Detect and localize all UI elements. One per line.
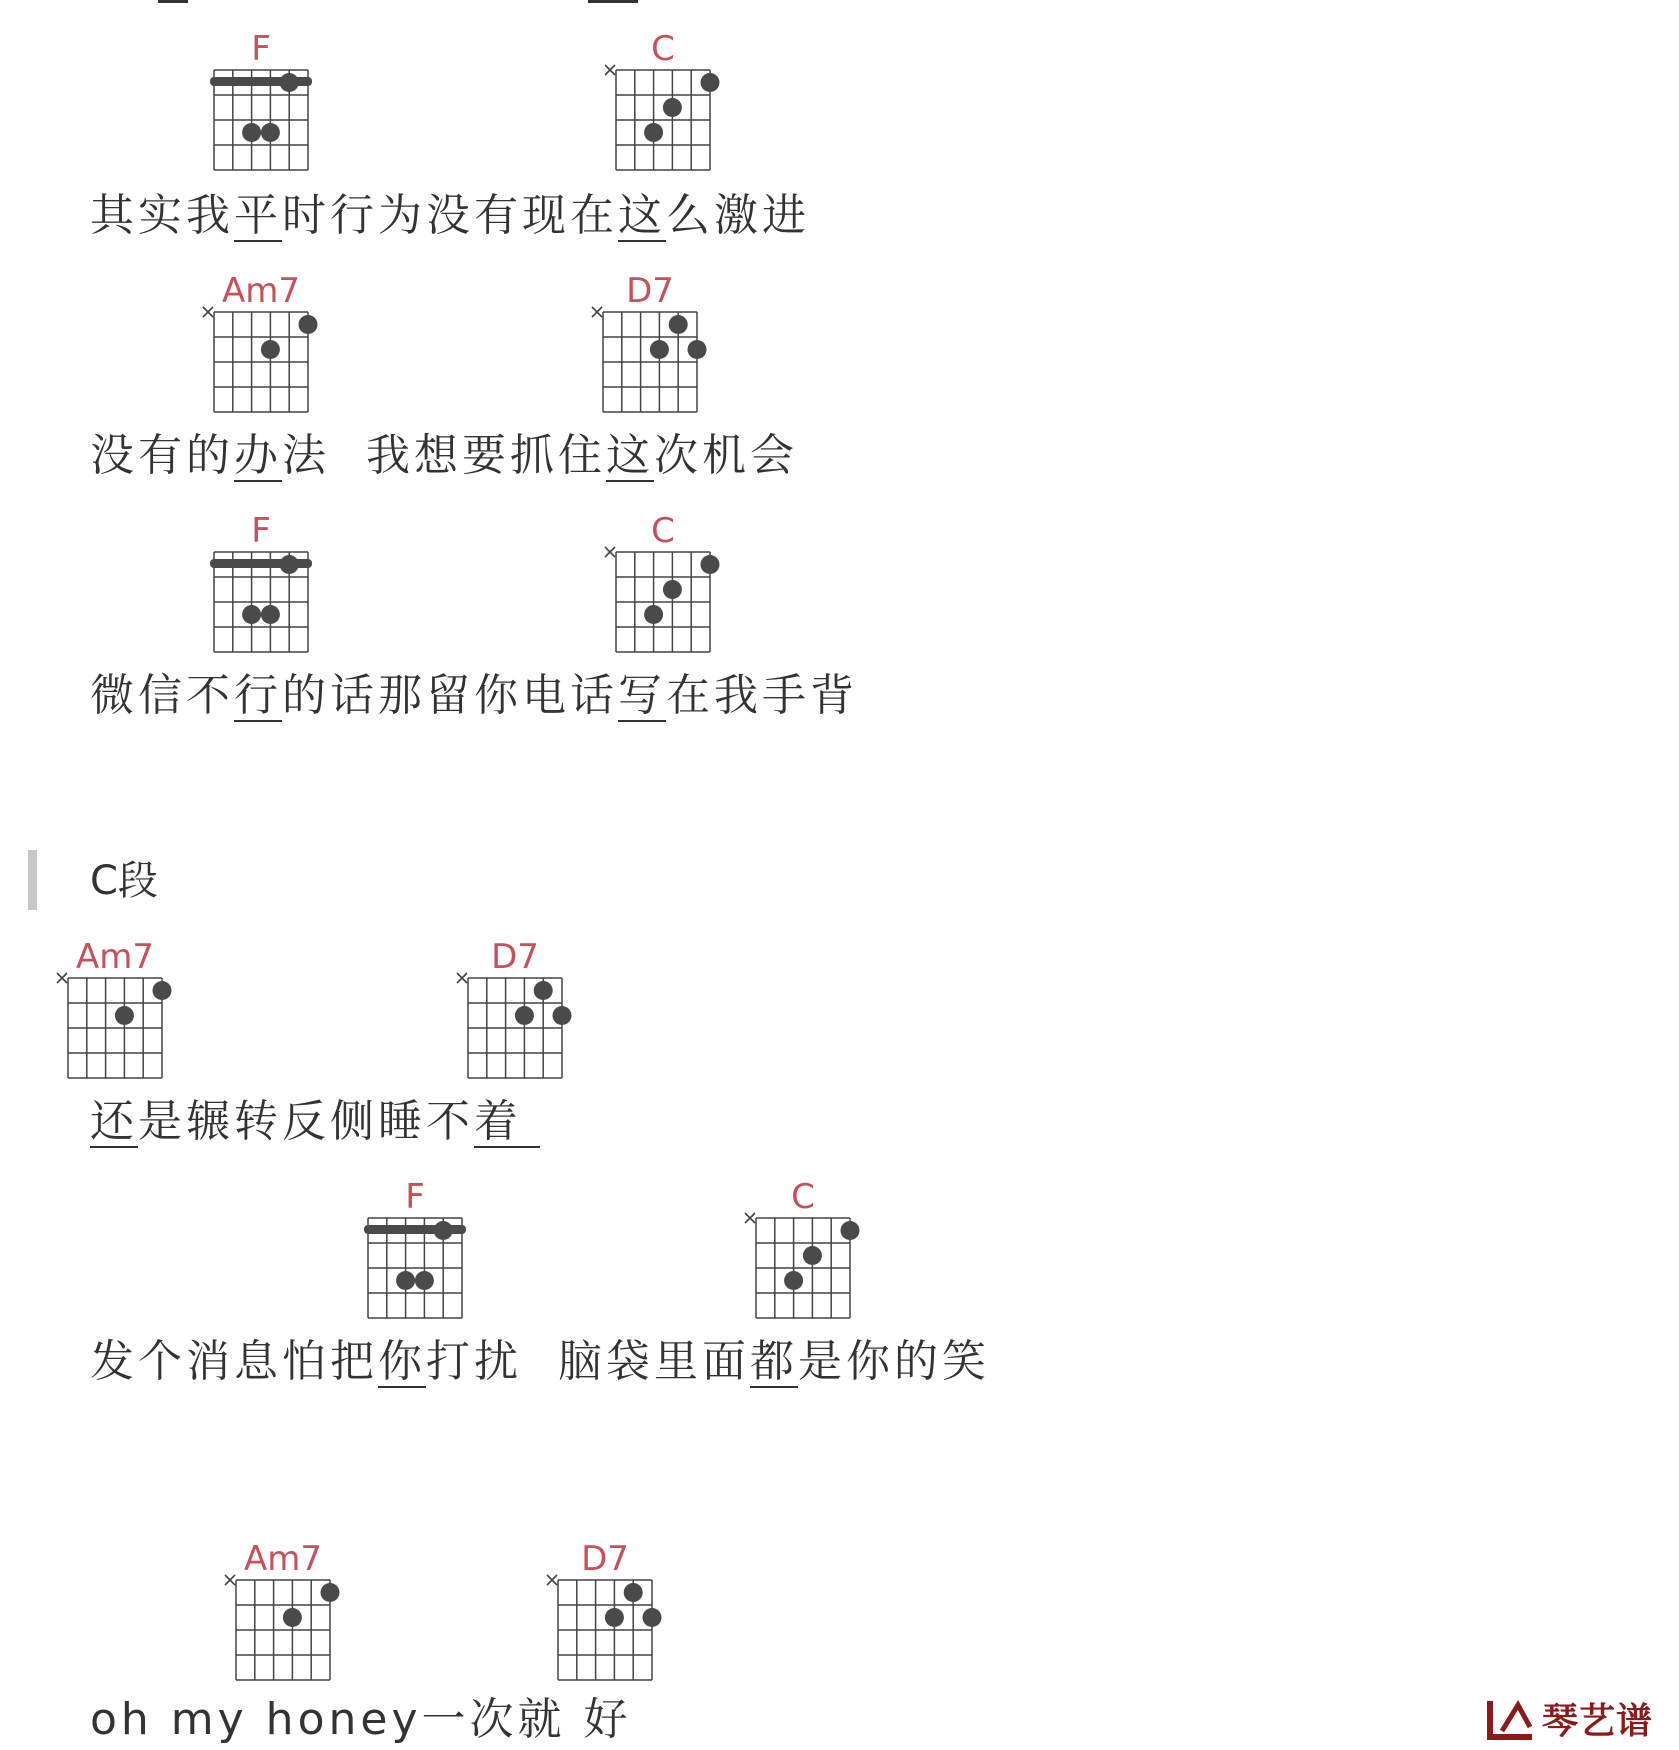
finger-dot (841, 1221, 860, 1240)
muted-string-mark (203, 307, 213, 317)
chord-diagram (210, 511, 312, 652)
section-marker (28, 850, 37, 910)
finger-dot (534, 981, 553, 1000)
qinyipu-logo-icon (1486, 1697, 1538, 1741)
muted-string-mark (547, 1575, 557, 1585)
chord-name: C (651, 29, 675, 69)
finger-dot (280, 555, 299, 574)
chord-name: C (651, 511, 675, 551)
finger-dot (643, 1608, 662, 1627)
chord-diagram (57, 937, 172, 1078)
lyric-text: 是你的笑 (797, 1336, 990, 1387)
watermark (1486, 1693, 1653, 1744)
lyric-text: oh my honey一次就 好 (90, 1694, 632, 1745)
finger-dot (701, 73, 720, 92)
finger-dot (321, 1583, 340, 1602)
chord-diagram (547, 1539, 662, 1680)
lyric-underlined-syllable: 都 (749, 1336, 798, 1387)
chord-diagram (605, 29, 720, 170)
chord-name: C (791, 1177, 815, 1217)
chord-name: F (251, 29, 271, 69)
finger-dot (283, 1608, 302, 1627)
finger-dot (624, 1583, 643, 1602)
finger-dot (688, 340, 707, 359)
finger-dot (663, 580, 682, 599)
lyric-underlined-syllable: 这 (618, 190, 666, 241)
lyric-underlined-syllable: 你 (378, 1336, 426, 1387)
lyric-text: 的话那留你电话 (282, 670, 618, 721)
finger-dot (153, 981, 172, 1000)
chord-name: Am7 (75, 937, 155, 977)
finger-dot (415, 1271, 434, 1290)
lyric-text: 法 我想要抓住 (282, 430, 606, 481)
chord-name: F (405, 1177, 425, 1217)
muted-string-mark (745, 1213, 755, 1223)
lyric-underlined-syllable: 平 (234, 190, 282, 241)
chord-diagram (745, 1177, 860, 1318)
finger-dot (784, 1271, 803, 1290)
finger-dot (663, 98, 682, 117)
finger-dot (553, 1006, 572, 1025)
lyric-text: 次机会 (653, 430, 798, 481)
chord-diagram (203, 271, 318, 412)
lyric-line (90, 1092, 540, 1152)
chord-name: Am7 (221, 271, 301, 311)
lyric-underlined-syllable: 写 (618, 670, 666, 721)
section-title: C段 (90, 858, 158, 904)
chord-name: D7 (581, 1539, 629, 1579)
muted-string-mark (57, 973, 67, 983)
lyric-text: 打扰 脑袋里面 (426, 1336, 750, 1387)
finger-dot (644, 123, 663, 142)
watermark-text: 琴艺谱 (1541, 1701, 1653, 1742)
chord-diagram (605, 511, 720, 652)
lyric-underlined-syllable: 行 (234, 670, 282, 721)
finger-dot (261, 123, 280, 142)
finger-dot (515, 1006, 534, 1025)
finger-dot (261, 605, 280, 624)
lyric-text: 是辗转反侧睡不 (138, 1096, 474, 1147)
finger-dot (261, 340, 280, 359)
chord-name: Am7 (243, 1539, 323, 1579)
lyric-text: 其实我 (90, 190, 234, 241)
muted-string-mark (225, 1575, 235, 1585)
finger-dot (242, 123, 261, 142)
lyric-line (90, 1332, 990, 1392)
finger-dot (299, 315, 318, 334)
lyric-underlined-syllable: 还 (90, 1096, 138, 1147)
finger-dot (650, 340, 669, 359)
lyric-text: 时行为没有现在 (282, 190, 618, 241)
finger-dot (396, 1271, 415, 1290)
finger-dot (644, 605, 663, 624)
finger-dot (280, 73, 299, 92)
chord-name: F (251, 511, 271, 551)
chord-name: D7 (491, 937, 539, 977)
chord-diagram (592, 271, 707, 412)
finger-dot (701, 555, 720, 574)
muted-string-mark (592, 307, 602, 317)
lyric-underlined-syllable: 办 (234, 430, 282, 481)
lyric-underlined-syllable: 着 (474, 1096, 540, 1147)
finger-dot (242, 605, 261, 624)
chord-diagram (457, 937, 572, 1078)
muted-string-mark (605, 547, 615, 557)
muted-string-mark (457, 973, 467, 983)
lyric-line (90, 1690, 631, 1750)
lyric-line (90, 186, 810, 246)
finger-dot (434, 1221, 453, 1240)
muted-string-mark (605, 65, 615, 75)
lyric-line (90, 666, 858, 726)
lyric-line (90, 426, 798, 486)
chord-diagram (364, 1177, 466, 1318)
finger-dot (115, 1006, 134, 1025)
chord-diagram (225, 1539, 340, 1680)
lyric-text: 在我手背 (666, 670, 858, 721)
lyric-text: 微信不 (90, 670, 234, 721)
lyric-text: 么激进 (666, 190, 810, 241)
lyric-text: 发个消息怕把 (90, 1336, 378, 1387)
finger-dot (803, 1246, 822, 1265)
finger-dot (605, 1608, 624, 1627)
lyric-underlined-syllable: 这 (605, 430, 654, 481)
finger-dot (669, 315, 688, 334)
lyric-text: 没有的 (90, 430, 234, 481)
chord-diagram (210, 29, 312, 170)
chord-name: D7 (626, 271, 674, 311)
